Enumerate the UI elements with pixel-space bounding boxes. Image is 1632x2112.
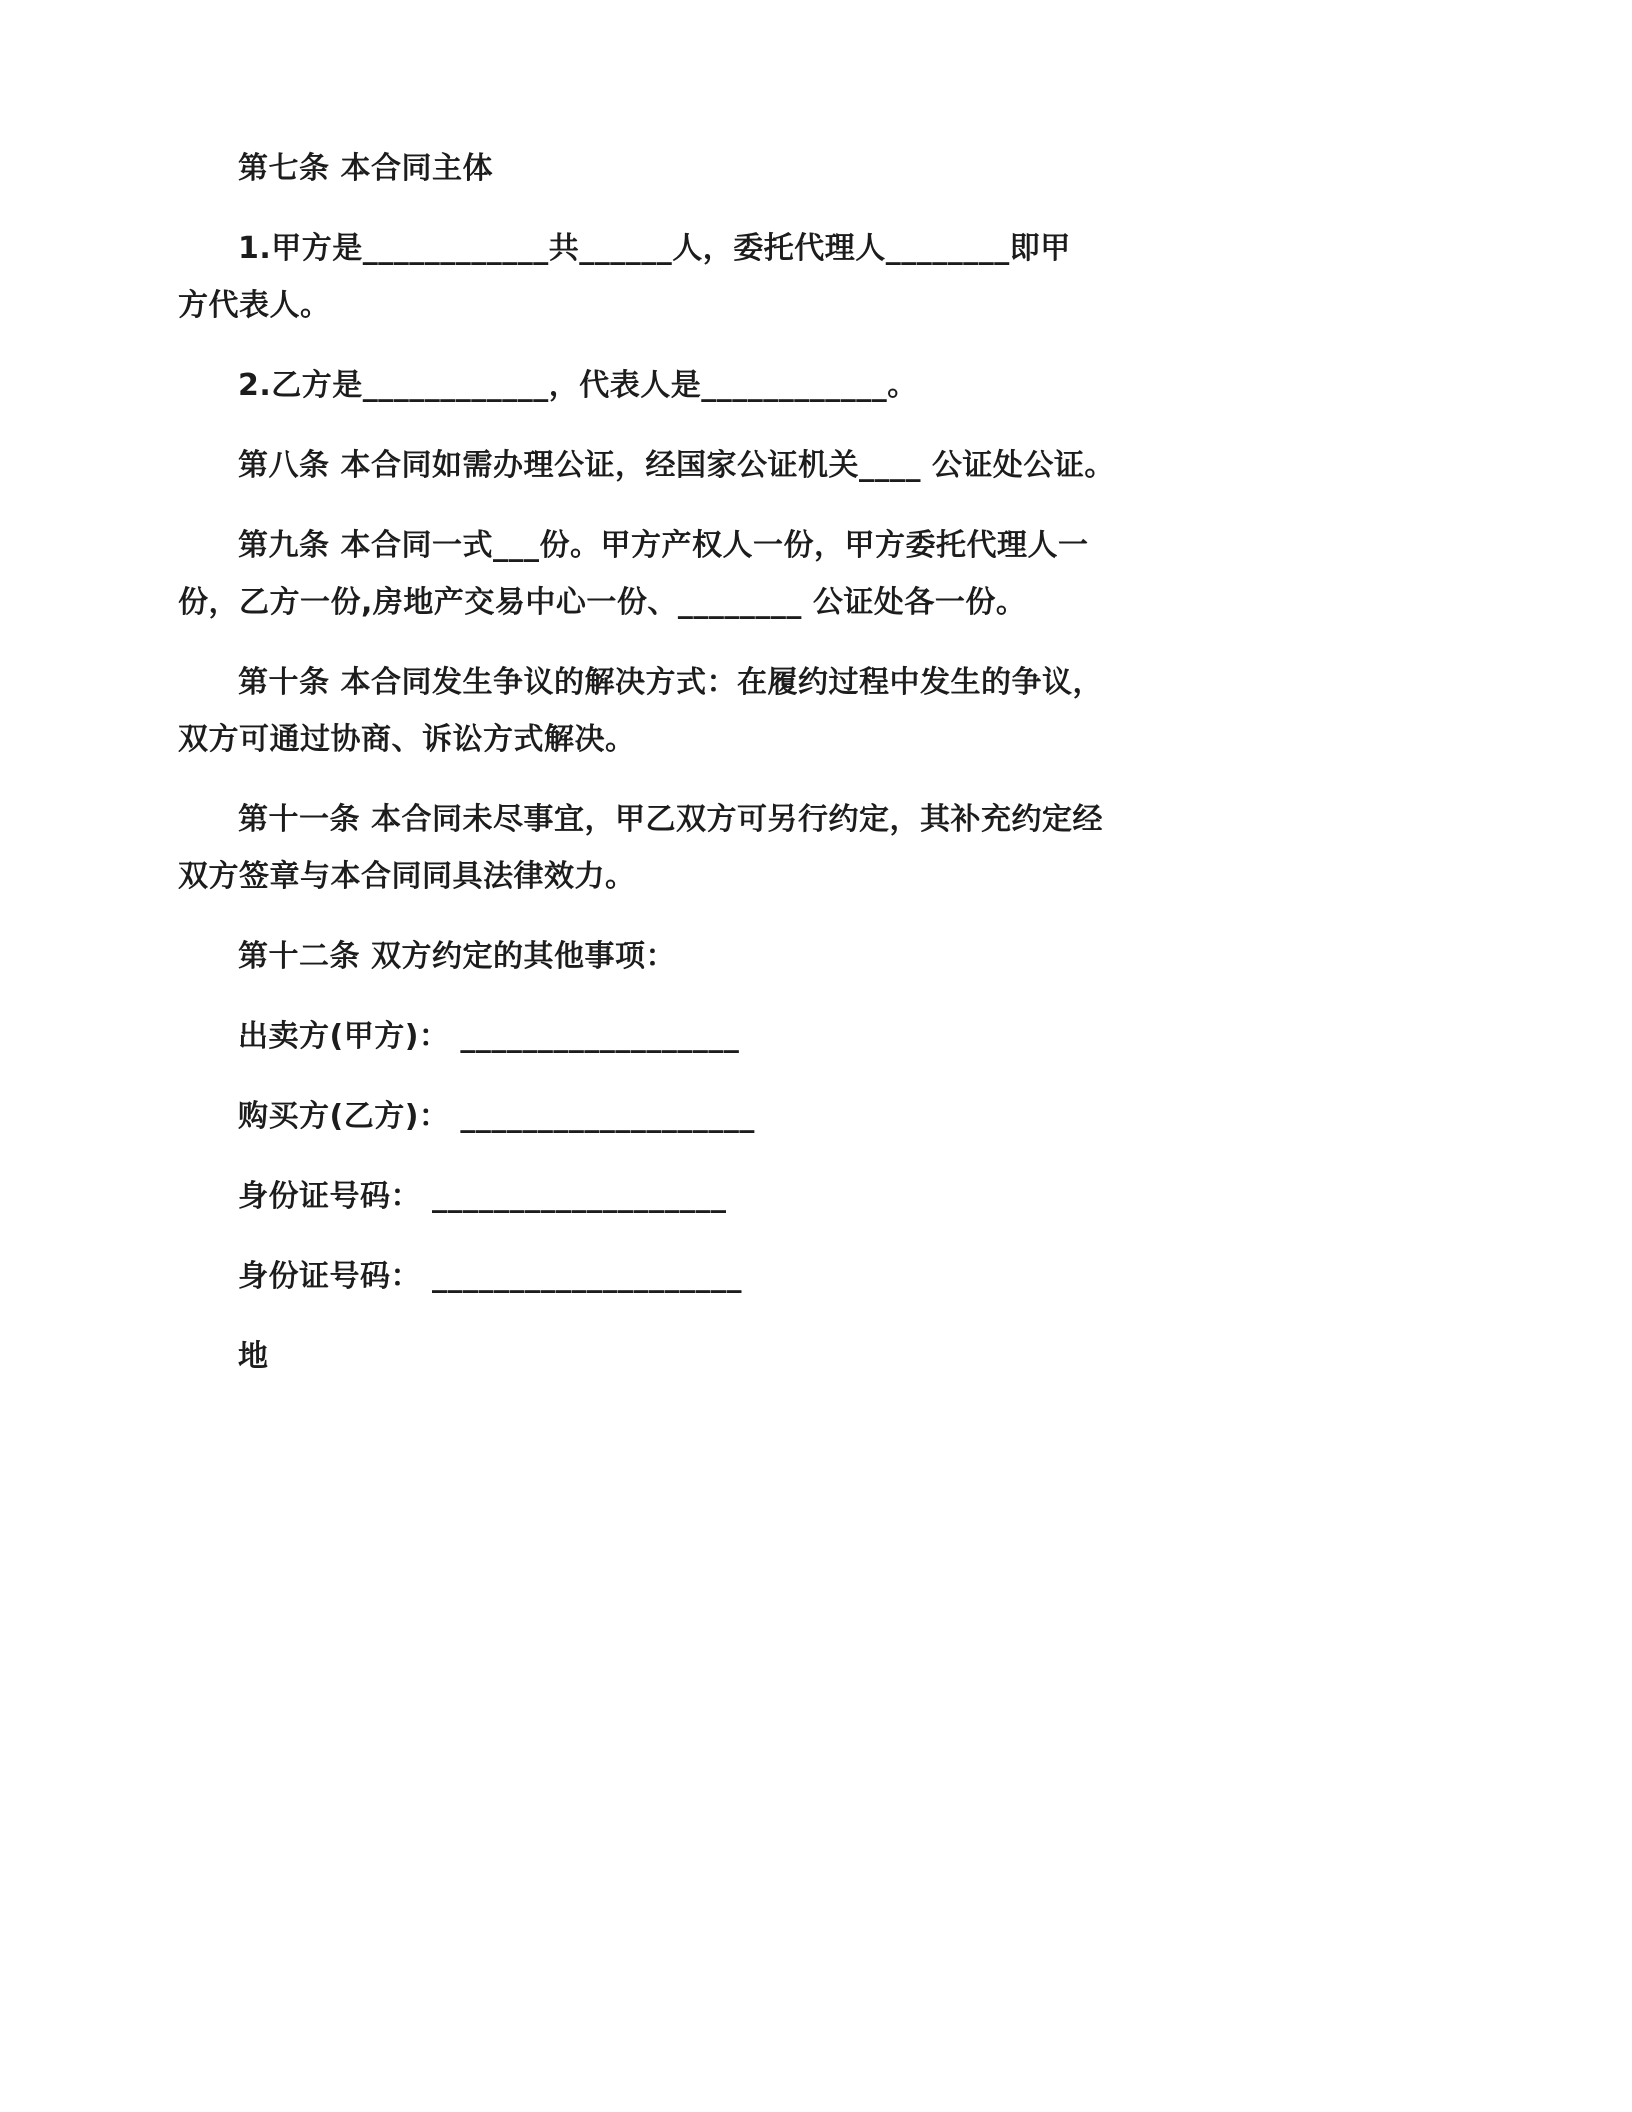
text-line: 第十一条 本合同未尽事宜，甲乙双方可另行约定，其补充约定经 xyxy=(238,802,1103,837)
text-line: 身份证号码： ____________________ xyxy=(238,1259,742,1294)
text-line: 第十二条 双方约定的其他事项： xyxy=(238,939,676,974)
paragraph xyxy=(178,1328,1178,1385)
paragraph xyxy=(178,1168,1178,1225)
text-line: 第八条 本合同如需办理公证，经国家公证机关____ 公证处公证。 xyxy=(238,448,1115,483)
paragraph xyxy=(178,437,1178,494)
paragraph xyxy=(178,517,1178,631)
text-line: 双方可通过协商、诉讼方式解决。 xyxy=(178,722,636,757)
text-line: 第七条 本合同主体 xyxy=(238,151,493,186)
text-line: 份，乙方一份,房地产交易中心一份、________ 公证处各一份。 xyxy=(178,585,1027,620)
paragraph xyxy=(178,1248,1178,1305)
paragraph xyxy=(178,791,1178,905)
text-line: 出卖方(甲方)： __________________ xyxy=(238,1019,740,1054)
text-line: 方代表人。 xyxy=(178,288,331,323)
paragraph xyxy=(178,654,1178,768)
paragraph xyxy=(178,220,1178,334)
paragraph xyxy=(178,357,1178,414)
text-line: 第十条 本合同发生争议的解决方式：在履约过程中发生的争议， xyxy=(238,665,1103,700)
paragraph xyxy=(178,140,1178,197)
paragraph xyxy=(178,1008,1178,1065)
text-line: 双方签章与本合同同具法律效力。 xyxy=(178,859,636,894)
text-line: 身份证号码： ___________________ xyxy=(238,1179,727,1214)
paragraph xyxy=(178,1088,1178,1145)
text-line: 2.乙方是____________，代表人是____________。 xyxy=(238,368,918,403)
paragraph xyxy=(178,928,1178,985)
text-line: 1.甲方是____________共______人，委托代理人________即甲 xyxy=(238,231,1071,266)
text-line: 地 xyxy=(238,1339,269,1374)
document-body xyxy=(178,140,1178,1408)
text-line: 第九条 本合同一式___份。甲方产权人一份，甲方委托代理人一 xyxy=(238,528,1089,563)
text-line: 购买方(乙方)： ___________________ xyxy=(238,1099,755,1134)
